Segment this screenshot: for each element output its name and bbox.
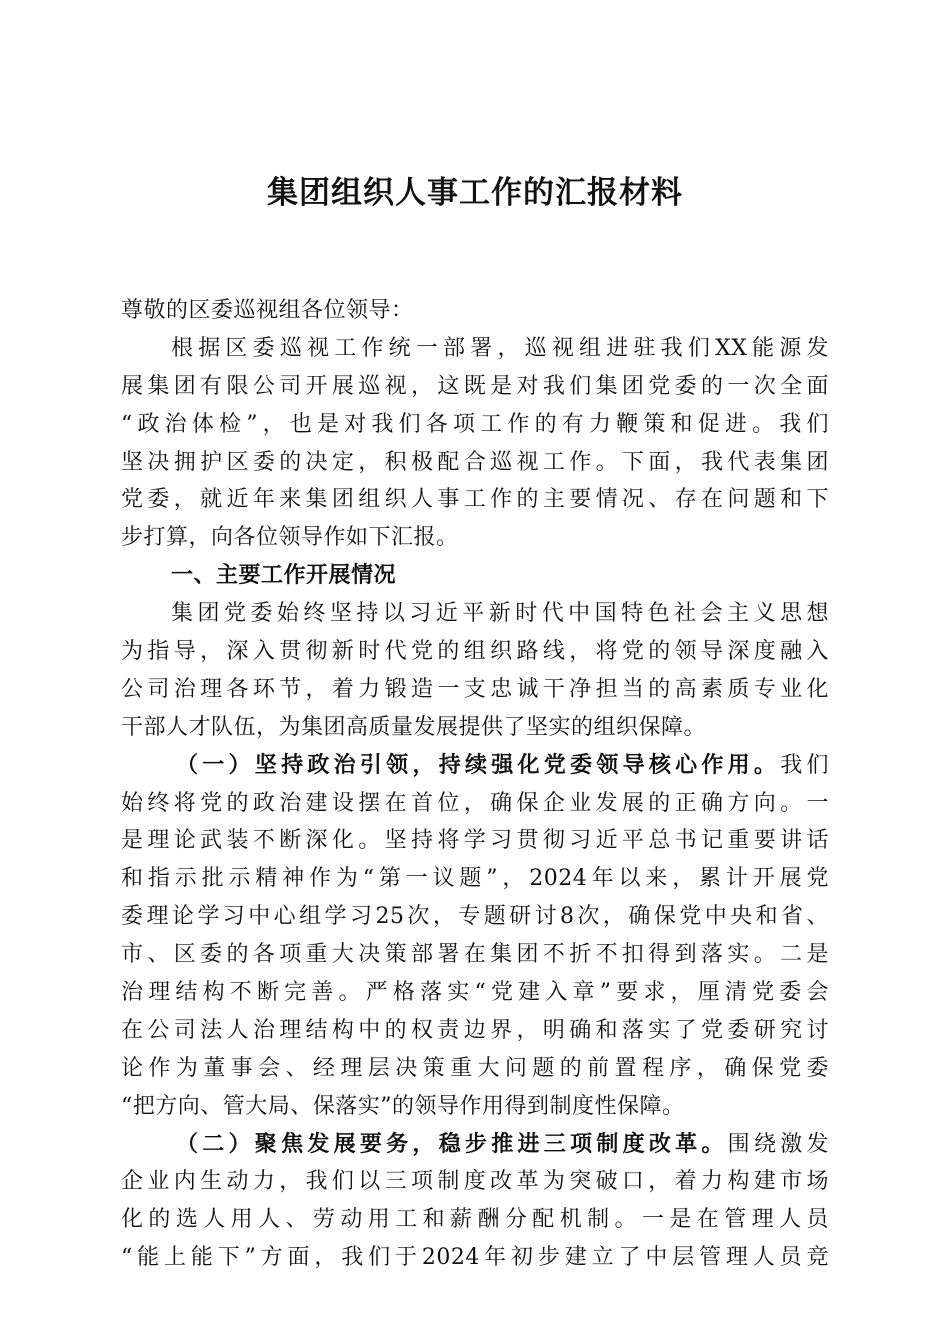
subsection-lead-text: 围绕激发 [727,1131,829,1157]
document-title: 集团组织人事工作的汇报材料 [267,175,683,211]
paragraph-line: 是理论武装不断深化。坚持将学习贯彻习近平总书记重要讲话 [121,828,829,854]
paragraph-line: 党委，就近年来集团组织人事工作的主要情况、存在问题和下 [121,487,829,513]
paragraph-line: 为指导，深入贯彻新时代党的组织路线，将党的领导深度融入 [121,639,829,665]
paragraph-line: “把方向、管大局、保落实”的领导作用得到制度性保障。 [121,1093,685,1119]
paragraph-line: 根据区委巡视工作统一部署，巡视组进驻我们XX能源发 [171,335,829,361]
document-body [121,292,829,1277]
section-heading: 一、主要工作开展情况 [171,563,397,589]
paragraph-line: 集团党委始终坚持以习近平新时代中国特色社会主义思想 [171,601,829,627]
paragraph-line: 公司治理各环节，着力锻造一支忠诚干净担当的高素质专业化 [121,676,829,702]
paragraph-line: 企业内生动力，我们以三项制度改革为突破口，着力构建市场 [121,1169,829,1195]
paragraph-line: 委理论学习中心组学习25次，专题研讨8次，确保党中央和省、 [121,904,829,930]
paragraph-line: 治理结构不断完善。严格落实“党建入章”要求，厘清党委会 [121,980,829,1006]
subsection-1 [121,747,829,1126]
paragraph-line: “政治体检”，也是对我们各项工作的有力鞭策和促进。我们 [121,411,829,437]
subsection-lead-text: 我们 [780,752,829,778]
paragraph-line: “能上能下”方面，我们于2024年初步建立了中层管理人员竞 [121,1245,829,1271]
paragraph-line: 展集团有限公司开展巡视，这既是对我们集团党委的一次全面 [121,373,829,399]
subsection-first-line [121,747,829,785]
subsection-2 [121,1126,829,1278]
subsection-heading: （二）聚焦发展要务，稳步推进三项制度改革。 [176,1130,728,1157]
paragraph-line: 干部人才队伍，为集团高质量发展提供了坚实的组织保障。 [121,714,707,740]
section1-paragraph [121,595,829,747]
paragraph-line: 始终将党的政治建设摆在首位，确保企业发展的正确方向。一 [121,790,829,816]
paragraph-line: 化的选人用人、劳动用工和薪酬分配机制。一是在管理人员 [121,1207,829,1233]
paragraph-line: 步打算，向各位领导作如下汇报。 [121,525,459,551]
subsection-heading: （一）坚持政治引领，持续强化党委领导核心作用。 [176,751,781,778]
salutation: 尊敬的区委巡视组各位领导： [121,298,414,323]
intro-paragraph [121,330,829,557]
paragraph-line: 市、区委的各项重大决策部署在集团不折不扣得到落实。二是 [121,942,829,968]
subsection-first-line [121,1126,829,1164]
paragraph-line: 论作为董事会、经理层决策重大问题的前置程序，确保党委 [121,1055,829,1081]
paragraph-line: 坚决拥护区委的决定，积极配合巡视工作。下面，我代表集团 [121,449,829,475]
paragraph-line: 和指示批示精神作为“第一议题”，2024年以来，累计开展党 [121,866,829,892]
paragraph-line: 在公司法人治理结构中的权责边界，明确和落实了党委研究讨 [121,1017,829,1043]
